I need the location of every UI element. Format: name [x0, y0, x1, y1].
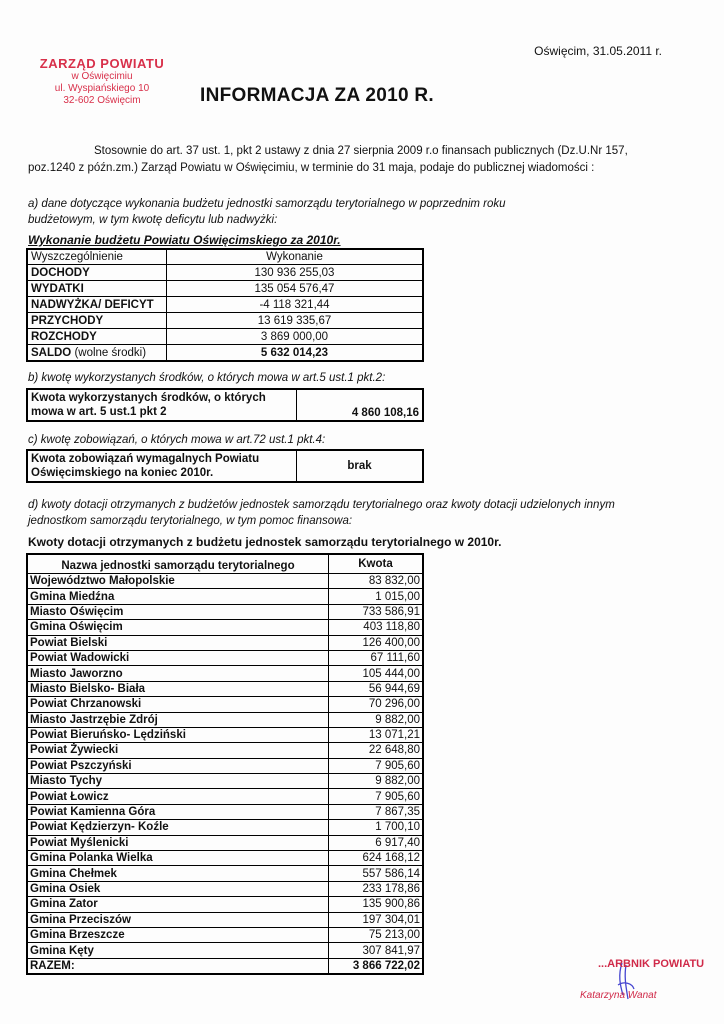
grant-name: Miasto Oświęcim — [27, 604, 329, 619]
grant-name: Powiat Pszczyński — [27, 758, 329, 773]
grant-row — [27, 866, 423, 881]
grant-amount: 307 841,97 — [329, 943, 424, 958]
budget-row-label: PRZYCHODY — [27, 313, 167, 329]
stamp-title: ZARZĄD POWIATU — [39, 56, 165, 71]
grants-header-row — [27, 554, 423, 574]
grant-row — [27, 835, 423, 850]
liabilities-label: Kwota zobowiązań wymagalnych Powiatu Oświęcimskiego na koniec 2010r. — [27, 450, 297, 482]
grant-row — [27, 881, 423, 896]
grant-row — [27, 912, 423, 927]
grant-amount: 67 111,60 — [329, 650, 424, 665]
grant-name: Powiat Bieruńsko- Lędziński — [27, 727, 329, 742]
section-a-text: a) dane dotyczące wykonania budżetu jednostki samorządu terytorialnego w poprzednim roku budżetowym, w tym kwotę deficytu lub nadwyżki: — [28, 198, 506, 226]
grant-amount: 135 900,86 — [329, 897, 424, 912]
grant-name: Gmina Osiek — [27, 881, 329, 896]
liabilities-table — [26, 449, 424, 483]
grant-amount: 733 586,91 — [329, 604, 424, 619]
used-funds-table — [26, 388, 424, 422]
grant-name: Powiat Chrzanowski — [27, 697, 329, 712]
grant-amount: 22 648,80 — [329, 743, 424, 758]
grant-name: Miasto Jastrzębie Zdrój — [27, 712, 329, 727]
budget-row — [27, 265, 423, 281]
grant-amount: 13 071,21 — [329, 727, 424, 742]
grant-amount: 83 832,00 — [329, 574, 424, 589]
table-header-row — [27, 249, 423, 265]
stamp-line-3: 32-602 Oświęcim — [63, 95, 141, 106]
saldo-label: SALDO — [31, 346, 72, 359]
grant-name: Powiat Kędzierzyn- Koźle — [27, 820, 329, 835]
grant-name: Gmina Zator — [27, 897, 329, 912]
grant-row — [27, 712, 423, 727]
grant-row — [27, 589, 423, 604]
grant-row — [27, 789, 423, 804]
stamp-line-2: ul. Wyspiańskiego 10 — [54, 83, 150, 94]
grant-name: Miasto Tychy — [27, 774, 329, 789]
grant-amount: 1 700,10 — [329, 820, 424, 835]
grant-amount: 56 944,69 — [329, 681, 424, 696]
budget-row-label: WYDATKI — [27, 281, 167, 297]
budget-row-label: ROZCHODY — [27, 329, 167, 345]
grant-name: Gmina Brzeszcze — [27, 927, 329, 942]
grant-row — [27, 650, 423, 665]
grant-row — [27, 727, 423, 742]
signature-name: Katarzyna Wanat — [580, 990, 657, 1001]
stamp-line-1: w Oświęcimiu — [71, 71, 133, 82]
grant-row — [27, 574, 423, 589]
budget-row-label: NADWYŻKA/ DEFICYT — [27, 297, 167, 313]
intro-paragraph: Stosownie do art. 37 ust. 1, pkt 2 ustawy z dnia 27 sierpnia 2009 r.o finansach publicznych (Dz.U.Nr 157, poz.1240 z późn.zm.) Zarząd Powiatu w Oświęcimiu, w terminie do 31 maja, podaje do publicznej wiadomości : — [28, 145, 628, 174]
budget-row-label: DOCHODY — [27, 265, 167, 281]
grant-row — [27, 943, 423, 958]
signature-title: ...ARBNIK POWIATU — [598, 958, 705, 970]
grant-amount: 9 882,00 — [329, 712, 424, 727]
grant-name: Miasto Jaworzno — [27, 666, 329, 681]
budget-row-value: -4 118 321,44 — [167, 297, 424, 313]
grant-row — [27, 635, 423, 650]
header-kwota: Kwota — [329, 554, 424, 574]
grant-name: Gmina Kęty — [27, 943, 329, 958]
section-c-text: c) kwotę zobowiązań, o których mowa w art.72 ust.1 pkt.4: — [28, 434, 326, 446]
grant-name: Miasto Bielsko- Biała — [27, 681, 329, 696]
grant-amount: 7 867,35 — [329, 804, 424, 819]
grants-total-row — [27, 958, 423, 974]
document-title: INFORMACJA ZA 2010 R. — [200, 85, 434, 106]
grant-row — [27, 697, 423, 712]
total-value: 3 866 722,02 — [329, 958, 424, 974]
budget-row-value: 3 869 000,00 — [167, 329, 424, 345]
grant-row — [27, 743, 423, 758]
used-funds-value: 4 860 108,16 — [297, 389, 424, 421]
grant-name: Powiat Łowicz — [27, 789, 329, 804]
budget-row — [27, 313, 423, 329]
grant-name: Gmina Chełmek — [27, 866, 329, 881]
grant-amount: 9 882,00 — [329, 774, 424, 789]
grant-name: Powiat Wadowicki — [27, 650, 329, 665]
budget-table-title: Wykonanie budżetu Powiatu Oświęcimskiego za 2010r. — [28, 233, 341, 247]
grant-amount: 197 304,01 — [329, 912, 424, 927]
grant-name: Gmina Przeciszów — [27, 912, 329, 927]
grant-name: Gmina Polanka Wielka — [27, 851, 329, 866]
grant-amount: 233 178,86 — [329, 881, 424, 896]
grant-amount: 75 213,00 — [329, 927, 424, 942]
saldo-note: (wolne środki) — [71, 346, 147, 359]
budget-row — [27, 297, 423, 313]
grant-amount: 557 586,14 — [329, 866, 424, 881]
grant-row — [27, 820, 423, 835]
header-nazwa: Nazwa jednostki samorządu terytorialnego — [27, 554, 329, 574]
section-d-text: d) kwoty dotacji otrzymanych z budżetów jednostek samorządu terytorialnego oraz kwoty dotacji udzielonych innym jednostkom samorządu terytorialnego, w tym pomoc finansowa: — [28, 499, 615, 527]
grant-amount: 403 118,80 — [329, 620, 424, 635]
budget-row — [27, 281, 423, 297]
grant-row — [27, 620, 423, 635]
document-date: Oświęcim, 31.05.2011 r. — [534, 44, 662, 58]
budget-row-value: 130 936 255,03 — [167, 265, 424, 281]
grant-name: Powiat Kamienna Góra — [27, 804, 329, 819]
liabilities-value: brak — [297, 450, 424, 482]
grant-name: Gmina Miedźna — [27, 589, 329, 604]
grant-row — [27, 897, 423, 912]
grant-name: Gmina Oświęcim — [27, 620, 329, 635]
header-wykonanie: Wykonanie — [167, 249, 424, 265]
grant-name: Powiat Żywiecki — [27, 743, 329, 758]
saldo-value: 5 632 014,23 — [167, 345, 424, 362]
grant-amount: 1 015,00 — [329, 589, 424, 604]
grant-row — [27, 666, 423, 681]
grant-amount: 624 168,12 — [329, 851, 424, 866]
budget-execution-table — [26, 248, 424, 362]
budget-row-value: 135 054 576,47 — [167, 281, 424, 297]
total-label: RAZEM: — [27, 958, 329, 974]
grant-name: Powiat Myślenicki — [27, 835, 329, 850]
grant-row — [27, 774, 423, 789]
office-stamp — [22, 56, 182, 107]
header-wyszczegolnienie: Wyszczególnienie — [27, 249, 167, 265]
grant-name: Powiat Bielski — [27, 635, 329, 650]
grants-table — [26, 553, 424, 975]
grant-amount: 70 296,00 — [329, 697, 424, 712]
grant-row — [27, 758, 423, 773]
budget-row — [27, 329, 423, 345]
grant-row — [27, 927, 423, 942]
grant-name: Województwo Małopolskie — [27, 574, 329, 589]
grant-amount: 105 444,00 — [329, 666, 424, 681]
grant-amount: 126 400,00 — [329, 635, 424, 650]
grant-amount: 7 905,60 — [329, 789, 424, 804]
grant-row — [27, 681, 423, 696]
used-funds-label: Kwota wykorzystanych środków, o których mowa w art. 5 ust.1 pkt 2 — [27, 389, 297, 421]
budget-row-value: 13 619 335,67 — [167, 313, 424, 329]
grant-row — [27, 604, 423, 619]
grant-row — [27, 804, 423, 819]
grant-row — [27, 851, 423, 866]
section-b-text: b) kwotę wykorzystanych środków, o których mowa w art.5 ust.1 pkt.2: — [28, 372, 386, 384]
grant-amount: 7 905,60 — [329, 758, 424, 773]
grants-table-title: Kwoty dotacji otrzymanych z budżetu jednostek samorządu terytorialnego w 2010r. — [28, 535, 502, 549]
grant-amount: 6 917,40 — [329, 835, 424, 850]
saldo-row — [27, 345, 423, 362]
